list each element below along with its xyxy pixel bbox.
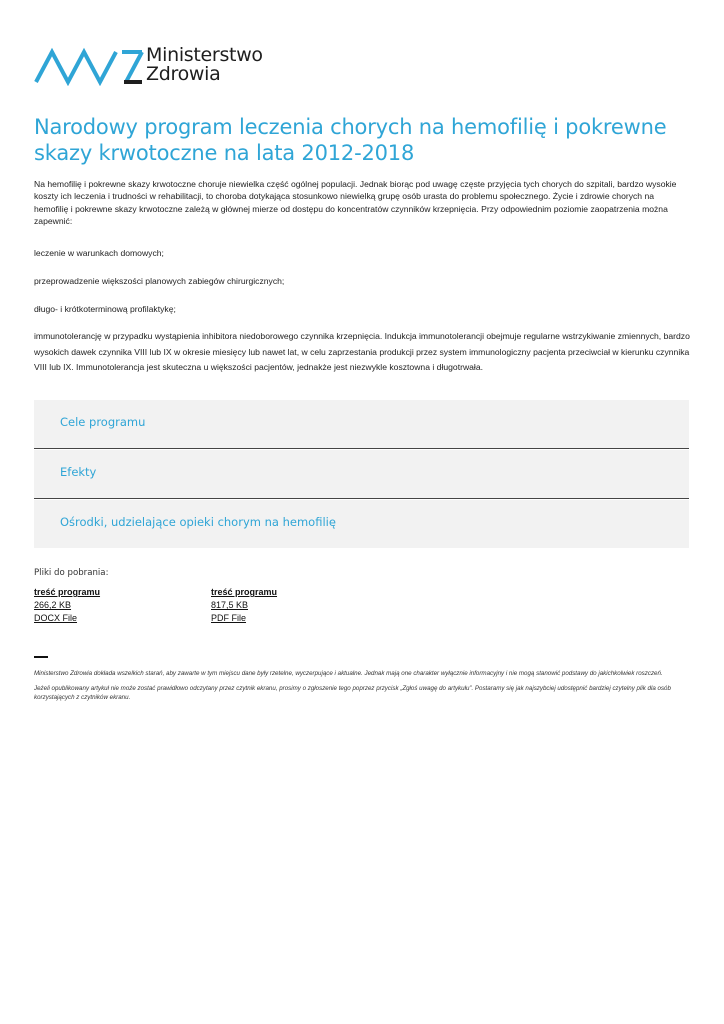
disclaimer-text: Ministerstwo Zdrowia dokłada wszelkich starań, aby zawarte w tym miejscu dane były rzetelne, wyczerpujące i aktualne. Jednak mają one charakter wyłącznie informacyjny i nie mogą stanowić podstawy do jakichkolwiek roszczeń. [34, 670, 663, 677]
files-label: Pliki do pobrania: [34, 568, 109, 578]
list-item: immunotolerancję w przypadku wystąpienia inhibitora niedoborowego czynnika krzepnięcia. Indukcja immunotolerancji obejmuje regularne wstrzykiwanie zmiennych, bardzo wysokich dawek czynnika VIII lub IX w okresie miesięcy lub nawet lat, w celu zaprzestania produkcji przez system immunologiczny pacjenta przeciwciał w kierunku czynnika VIII lub IX. Immunotolerancja jest skuteczna u większości pacjentów, jednakże jest niezwykle kosztowna i długotrwała. [34, 331, 690, 372]
accordion-label: Ośrodki, udzielające opieki chorym na hemofilię [60, 515, 336, 529]
intro-paragraph: Na hemofilię i pokrewne skazy krwotoczne choruje niewielka część ogólnej populacji. Jednak biorąc pod uwagę częste przyjęcia tych chorych do szpitali, bardzo wysokie koszty ich leczenia i trudności w rehabilitacji, to choroba dotykająca stosunkowo niewielką grupę osób urasta do problemu społecznego. Życie i zdrowie chorych na hemofilię i pokrewne skazy krwotoczne zależą w głównej mierze od dostępu do koncentratów czynników krzepnięcia. Przy odpowiednim poziomie zaopatrzenia można zapewnić: [34, 179, 677, 226]
logo-line-1: Ministerstwo [146, 44, 263, 66]
accordion [34, 400, 689, 549]
file-type: PDF File [211, 613, 247, 623]
accessibility-note: Jeżeli opublikowany artykuł nie może zostać prawidłowo odczytany przez czytnik ekranu, prosimy o zgłoszenie tego poprzez przycisk „Zgłoś uwagę do artykułu”. Postaramy się jak najszybciej udostępnić bardziej czytelny plik dla osób korzystających z czytników ekranu. [34, 685, 671, 701]
list-item: przeprowadzenie większości planowych zabiegów chirurgicznych; [34, 276, 285, 286]
mz-wave-logo-icon [34, 46, 146, 86]
accordion-item-osrodki[interactable] [34, 500, 689, 548]
file-type: DOCX File [34, 613, 78, 623]
file-size: 266,2 KB [34, 600, 72, 610]
divider [34, 656, 48, 658]
list-item: długo- i krótkoterminową profilaktykę; [34, 304, 176, 314]
accordion-label: Cele programu [60, 415, 146, 429]
list-item: leczenie w warunkach domowych; [34, 248, 164, 258]
file-name: treść programu [211, 587, 278, 597]
ministry-logo[interactable] [34, 44, 274, 88]
file-name: treść programu [34, 587, 101, 597]
file-download-docx[interactable] [34, 586, 100, 625]
accordion-item-cele[interactable] [34, 400, 689, 449]
logo-line-2: Zdrowia [146, 63, 221, 85]
accordion-label: Efekty [60, 465, 97, 479]
page-title: Narodowy program leczenia chorych na hemofilię i pokrewne skazy krwotoczne na lata 2012-2018 [34, 115, 667, 165]
logo-text [146, 46, 263, 84]
accordion-item-efekty[interactable] [34, 450, 689, 499]
file-size: 817,5 KB [211, 600, 249, 610]
file-download-pdf[interactable] [211, 586, 277, 625]
